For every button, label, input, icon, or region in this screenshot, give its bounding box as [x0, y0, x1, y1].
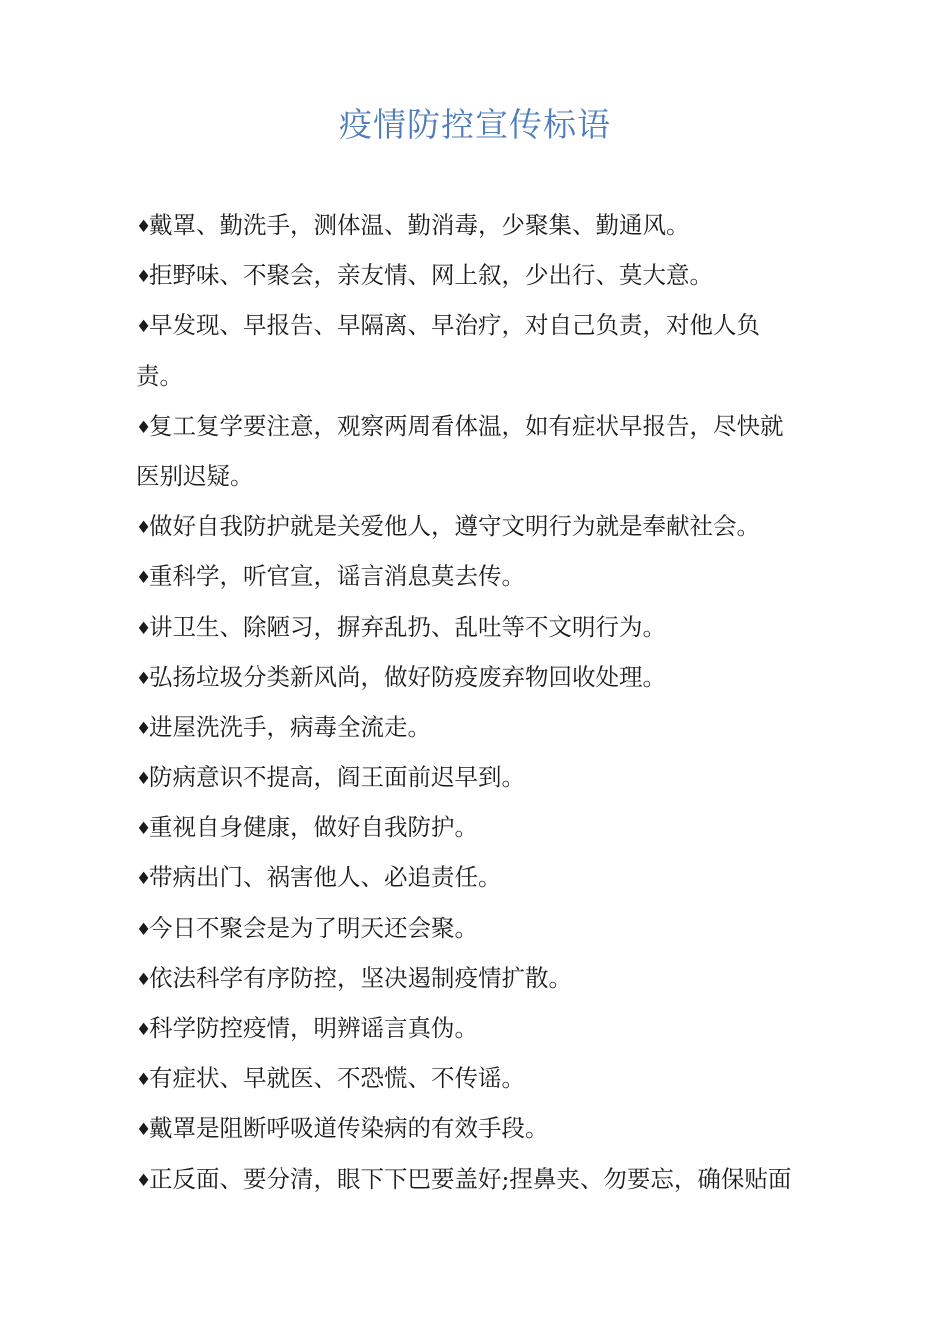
slogan-line [136, 1053, 826, 1103]
slogan-text: 弘扬垃圾分类新风尚，做好防疫废弃物回收处理。 [149, 662, 666, 691]
slogan-line [136, 652, 826, 702]
slogan-line [136, 200, 826, 250]
slogan-text: 重视自身健康，做好自我防护。 [149, 813, 478, 842]
slogan-text: 戴罩是阻断呼吸道传染病的有效手段。 [149, 1114, 549, 1143]
slogan-list [136, 200, 826, 1204]
slogan-text: 科学防控疫情，明辨谣言真伪。 [149, 1014, 478, 1042]
diamond-bullet-icon: ♦ [136, 1170, 152, 1191]
diamond-bullet-icon: ♦ [136, 568, 152, 589]
slogan-line [136, 300, 826, 350]
diamond-bullet-icon: ♦ [136, 869, 152, 890]
slogan-line [136, 903, 826, 953]
diamond-bullet-icon: ♦ [136, 819, 152, 840]
slogan-line [136, 501, 826, 551]
diamond-bullet-icon: ♦ [136, 267, 152, 288]
slogan-text: 做好自我防护就是关爱他人，遵守文明行为就是奉献社会。 [149, 512, 760, 541]
slogan-text: 讲卫生、除陋习，摒弃乱扔、乱吐等不文明行为。 [149, 612, 666, 641]
slogan-line [136, 602, 826, 652]
slogan-text: 医别迟疑。 [136, 461, 254, 490]
diamond-bullet-icon: ♦ [136, 217, 152, 237]
diamond-bullet-icon: ♦ [136, 1020, 152, 1040]
slogan-text: 进屋洗洗手，病毒全流走。 [149, 712, 431, 741]
slogan-text: 有症状、早就医、不恐慌、不传谣。 [149, 1064, 525, 1093]
slogan-line [136, 551, 826, 601]
slogan-text: 戴罩、勤洗手，测体温、勤消毒，少聚集、勤通风。 [149, 211, 690, 239]
slogan-text: 责。 [136, 361, 183, 390]
slogan-text: 依法科学有序防控，坚决遏制疫情扩散。 [149, 963, 572, 992]
diamond-bullet-icon: ♦ [136, 1120, 152, 1141]
slogan-text: 复工复学要注意，观察两周看体温，如有症状早报告，尽快就 [149, 411, 784, 440]
slogan-text: 重科学，听官宣，谣言消息莫去传。 [149, 562, 525, 591]
slogan-text: 防病意识不提高，阎王面前迟早到。 [149, 763, 525, 792]
slogan-line [136, 802, 826, 852]
slogan-text: 带病出门、祸害他人、必追责任。 [149, 863, 502, 892]
slogan-line [136, 702, 826, 752]
diamond-bullet-icon: ♦ [136, 518, 152, 539]
page-title: 疫情防控宣传标语 [339, 105, 611, 144]
slogan-text: 今日不聚会是为了明天还会聚。 [149, 913, 478, 942]
slogan-line [136, 401, 826, 451]
slogan-line [136, 953, 826, 1003]
diamond-bullet-icon: ♦ [136, 618, 152, 639]
slogan-line-continuation [136, 451, 826, 501]
diamond-bullet-icon: ♦ [136, 417, 152, 438]
slogan-line [136, 250, 826, 300]
slogan-text: 拒野味、不聚会，亲友情、网上叙，少出行、莫大意。 [149, 261, 713, 290]
slogan-line [136, 852, 826, 902]
slogan-text: 正反面、要分清，眼下下巴要盖好;捏鼻夹、勿要忘，确保贴面 [149, 1164, 792, 1193]
diamond-bullet-icon: ♦ [136, 317, 152, 338]
diamond-bullet-icon: ♦ [136, 919, 152, 940]
slogan-text: 早发现、早报告、早隔离、早治疗，对自己负责，对他人负 [149, 311, 760, 340]
slogan-line [136, 1103, 826, 1153]
slogan-line [136, 752, 826, 802]
slogan-line-continuation [136, 351, 826, 401]
diamond-bullet-icon: ♦ [136, 769, 152, 790]
diamond-bullet-icon: ♦ [136, 969, 152, 990]
diamond-bullet-icon: ♦ [136, 718, 152, 739]
diamond-bullet-icon: ♦ [136, 668, 152, 689]
slogan-line [136, 1154, 826, 1204]
diamond-bullet-icon: ♦ [136, 1070, 152, 1091]
slogan-line [136, 1003, 826, 1053]
